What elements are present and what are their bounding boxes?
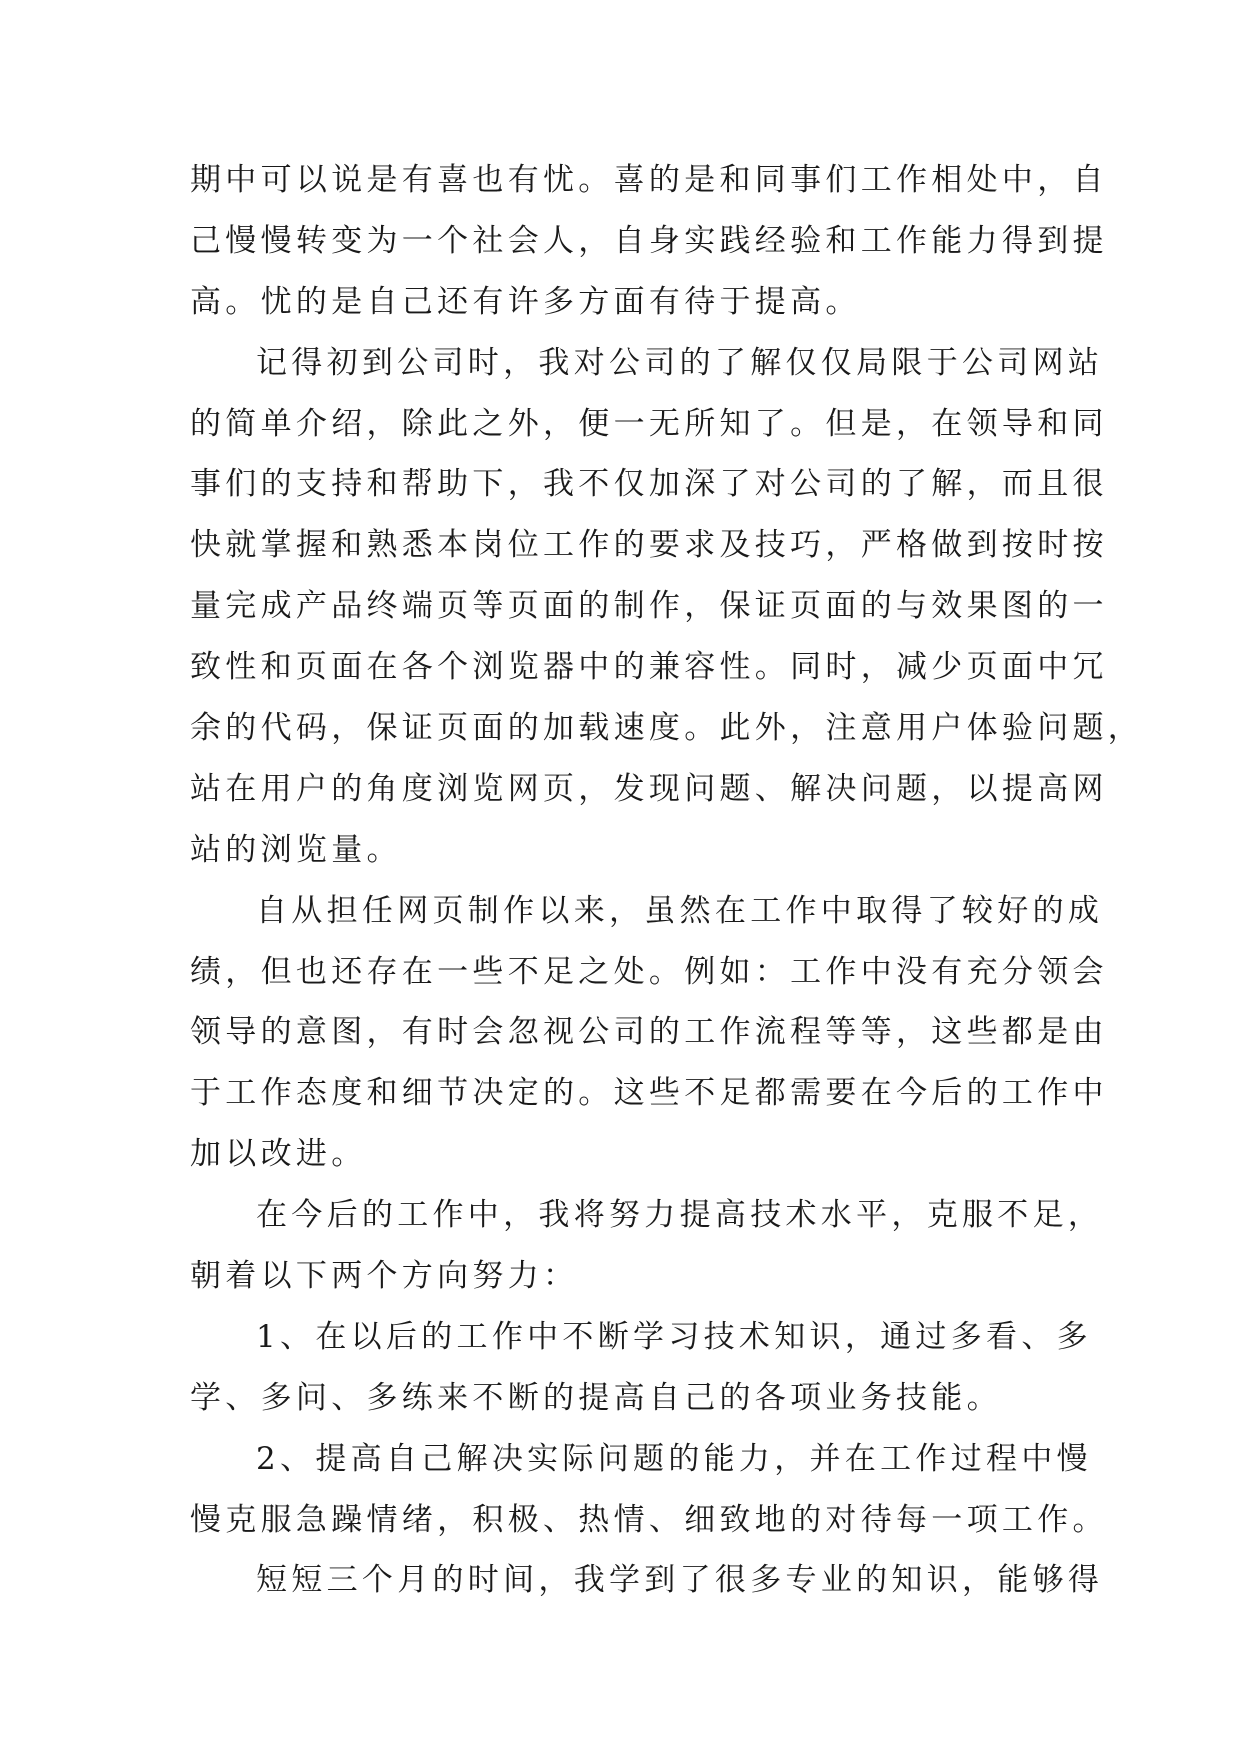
paragraph-3	[190, 881, 1108, 1185]
text-line: 于工作态度和细节决定的。这些不足都需要在今后的工作中	[190, 1075, 1108, 1112]
text-line: 的简单介绍，除此之外，便一无所知了。但是，在领导和同	[190, 405, 1108, 442]
text-line: 量完成产品终端页等页面的制作，保证页面的与效果图的一	[190, 588, 1108, 625]
text-line: 绩，但也还存在一些不足之处。例如：工作中没有充分领会	[190, 953, 1108, 990]
text-line: 余的代码，保证页面的加载速度。此外，注意用户体验问题，	[190, 710, 1144, 747]
paragraph-1	[190, 150, 1108, 333]
text-line: 致性和页面在各个浏览器中的兼容性。同时，减少页面中冗	[190, 649, 1108, 686]
paragraph-4	[190, 1185, 1104, 1307]
text-line: 高。忧的是自己还有许多方面有待于提高。	[190, 283, 861, 320]
text-line: 慢克服急躁情绪，积极、热情、细致地的对待每一项工作。	[190, 1501, 1108, 1538]
paragraph-5	[190, 1550, 1104, 1611]
text-line: 1、在以后的工作中不断学习技术知识，通过多看、多	[256, 1318, 1092, 1355]
text-line: 记得初到公司时，我对公司的了解仅仅局限于公司网站	[256, 344, 1104, 381]
text-line: 学、多问、多练来不断的提高自己的各项业务技能。	[190, 1379, 1002, 1416]
list-item-1	[190, 1307, 1092, 1429]
text-line: 领导的意图，有时会忽视公司的工作流程等等，这些都是由	[190, 1014, 1108, 1051]
text-line: 快就掌握和熟悉本岗位工作的要求及技巧，严格做到按时按	[190, 527, 1108, 564]
paragraph-2	[190, 333, 1144, 881]
text-line: 期中可以说是有喜也有忧。喜的是和同事们工作相处中，自	[190, 162, 1108, 198]
text-line: 己慢慢转变为一个社会人，自身实践经验和工作能力得到提	[190, 222, 1108, 259]
text-line: 加以改进。	[190, 1136, 367, 1173]
list-item-2	[190, 1429, 1108, 1551]
text-line: 站的浏览量。	[190, 831, 402, 868]
text-line: 自从担任网页制作以来，虽然在工作中取得了较好的成	[256, 892, 1104, 929]
document-body	[190, 150, 1144, 1611]
text-line: 短短三个月的时间，我学到了很多专业的知识，能够得	[256, 1562, 1104, 1599]
text-line: 2、提高自己解决实际问题的能力，并在工作过程中慢	[256, 1440, 1092, 1477]
text-line: 在今后的工作中，我将努力提高技术水平，克服不足，	[256, 1197, 1104, 1234]
text-line: 事们的支持和帮助下，我不仅加深了对公司的了解，而且很	[190, 466, 1108, 503]
text-line: 站在用户的角度浏览网页，发现问题、解决问题，以提高网	[190, 770, 1108, 807]
text-line: 朝着以下两个方向努力：	[190, 1258, 579, 1295]
